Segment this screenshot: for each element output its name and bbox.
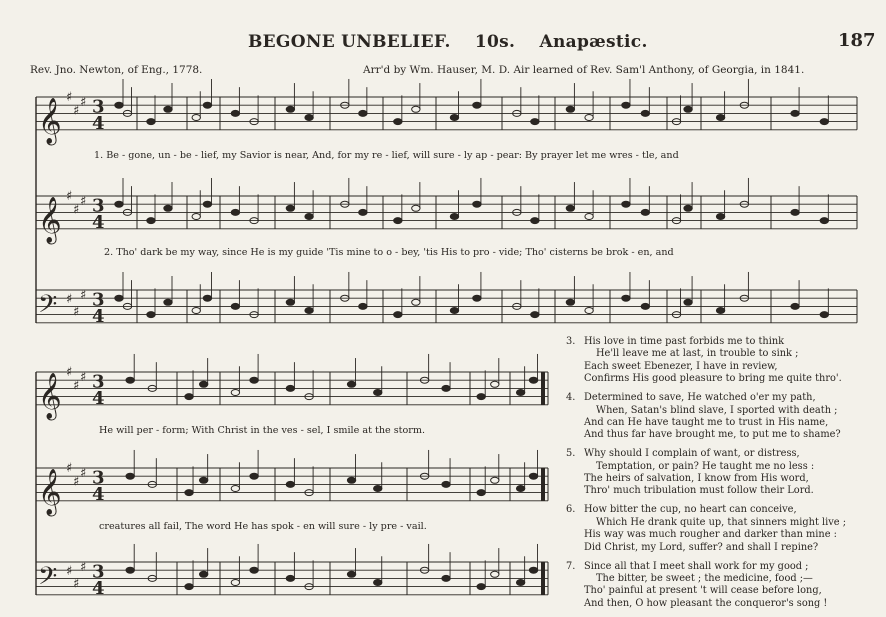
note-head [374,390,382,396]
sharp-icon: ♯ [66,564,73,580]
note-head [286,106,294,112]
note-head [250,473,258,479]
note-head [820,119,828,125]
note-head [394,218,402,224]
meter: 10s. [474,32,516,52]
note-head [442,575,450,581]
verse-7 [566,561,876,611]
verse-number: 3. [566,336,576,347]
author-credit: Rev. Jno. Newton, of Eng., 1778. [30,64,203,76]
note-head [442,385,450,391]
bass-clef-icon: 𝄢 [38,289,58,325]
note-head [164,106,172,112]
note-head [126,567,134,573]
verse-number: 7. [566,560,576,572]
verse-line: Confirms His good pleasure to bring me quite thro'. [584,373,842,385]
page-number: 187 [838,30,876,51]
note-head [529,473,537,479]
note-head [491,477,499,483]
note-head [115,295,123,301]
sharp-icon: ♯ [80,370,87,386]
note-head [473,201,481,207]
verse-line: Temptation, or pain? He taught me no less : [596,460,815,472]
note-head [374,580,382,586]
note-head [791,110,799,116]
note-head [716,308,724,314]
note-head [192,214,200,220]
note-head [450,115,458,121]
note-head [566,205,574,211]
note-head [394,119,402,125]
note-head [412,299,420,305]
note-head [622,201,630,207]
note-head [473,102,481,108]
note-head [585,115,593,121]
note-head [305,308,313,314]
note-head [359,110,367,116]
note-head [199,381,207,387]
verse-line: Each sweet Ebenezer, I have in review, [584,360,778,372]
note-head [641,110,649,116]
verse-line: How bitter the cup, no heart can conceive, [584,504,797,516]
sharp-icon: ♯ [73,103,80,119]
note-head [286,299,294,305]
note-head [450,214,458,220]
lyric-verse1-system2: He will per - form; With Christ in the ves - sel, I smile at the storm. [99,425,426,436]
note-head [250,377,258,383]
note-head [231,580,239,586]
note-head [791,209,799,215]
note-head [126,377,134,383]
note-head [305,115,313,121]
sharp-icon: ♯ [73,474,80,490]
note-head [442,481,450,487]
treble-clef-icon: 𝄞 [38,196,62,243]
note-head [622,102,630,108]
sharp-icon: ♯ [66,292,73,308]
note-head [684,106,692,112]
style: Anapæstic. [539,32,648,52]
verse-3 [566,336,876,386]
note-head [126,473,134,479]
verse-number: 4. [566,392,576,404]
sharp-icon: ♯ [66,189,73,204]
verse-line: Tho' painful at present 't will cease before long, [584,585,822,597]
note-head [684,205,692,211]
sharp-icon: ♯ [80,194,87,210]
verse-line: Determined to save, He watched o'er my path, [584,392,816,404]
note-head [203,295,211,301]
sharp-icon: ♯ [66,365,73,380]
note-head [286,575,294,581]
verse-line: Why should I complain of want, or distress, [584,448,800,460]
time-signature-top: 3 [92,371,105,393]
note-head [531,218,539,224]
note-head [491,381,499,387]
note-head [477,394,485,400]
verse-4 [566,392,876,442]
note-head [684,299,692,305]
lyric-verse1-system1: 1. Be - gone, un - be - lief, my Savior is near, And, for my re - lief, will sure - ly ap - pear: By prayer let me wres - tle, and [94,150,679,161]
sharp-icon: ♯ [73,304,80,320]
time-signature-bottom: 4 [92,483,105,505]
note-head [231,110,239,116]
time-signature-top: 3 [92,289,105,311]
note-head [147,119,155,125]
final-barline [541,468,545,501]
note-head [477,584,485,590]
sharp-icon: ♯ [80,560,87,576]
title-main: BEGONE UNBELIEF. [248,32,451,52]
additional-verses [566,336,876,617]
verse-line: The bitter, be sweet ; the medicine, food ;— [596,572,813,584]
note-head [516,486,524,492]
note-head [716,214,724,220]
sharp-icon: ♯ [73,202,80,218]
verse-line: His way was much rougher and darker than mine : [584,529,837,541]
note-head [192,115,200,121]
note-head [531,312,539,318]
note-head [231,390,239,396]
note-head [566,106,574,112]
verse-6 [566,504,876,554]
verse-line: His love in time past forbids me to think [584,336,785,347]
verse-line: And then, O how pleasant the conqueror's song ! [584,597,828,609]
verse-line: Did Christ, my Lord, suffer? and shall I repine? [584,541,819,553]
note-head [192,308,200,314]
note-head [622,295,630,301]
note-head [164,205,172,211]
note-head [820,218,828,224]
bass-clef-icon: 𝄢 [38,561,58,597]
note-head [491,571,499,577]
final-barline [541,562,545,595]
sharp-icon: ♯ [73,576,80,592]
note-head [585,214,593,220]
time-signature-top: 3 [92,195,105,217]
time-signature-top: 3 [92,467,105,489]
final-barline [541,372,545,405]
time-signature-bottom: 4 [92,112,105,134]
sharp-icon: ♯ [66,90,73,105]
time-signature-bottom: 4 [92,211,105,233]
verse-line: Since all that I meet shall work for my good ; [584,560,809,572]
sharp-icon: ♯ [80,466,87,482]
note-head [250,567,258,573]
verse-line: When, Satan's blind slave, I sported with death ; [596,404,838,416]
note-head [516,580,524,586]
note-head [115,102,123,108]
note-head [185,490,193,496]
verse-line: And thus far have brought me, to put me to shame? [584,429,841,441]
note-head [791,303,799,309]
note-head [199,477,207,483]
note-head [585,308,593,314]
note-head [529,567,537,573]
note-head [641,209,649,215]
verse-number: 5. [566,448,576,460]
note-head [412,106,420,112]
sharp-icon: ♯ [80,288,87,304]
verse-line: The heirs of salvation, I know from His word, [584,473,809,485]
note-head [473,295,481,301]
note-head [347,571,355,577]
note-head [185,394,193,400]
note-head [374,486,382,492]
note-head [286,205,294,211]
note-head [347,381,355,387]
note-head [641,303,649,309]
lyric-verse2-system1: 2. Tho' dark be my way, since He is my guide 'Tis mine to o - bey, 'tis His to pro - vide; Tho' cisterns be brok - en, and [104,247,674,258]
note-head [203,201,211,207]
note-head [450,308,458,314]
note-head [147,312,155,318]
treble-clef-icon: 𝄞 [38,97,62,144]
treble-clef-icon: 𝄞 [38,372,62,419]
sharp-icon: ♯ [80,95,87,111]
note-head [147,218,155,224]
note-head [164,299,172,305]
verse-line: He'll leave me at last, in trouble to sink ; [596,348,799,360]
note-head [529,377,537,383]
time-signature-bottom: 4 [92,387,105,409]
sharp-icon: ♯ [66,461,73,476]
note-head [516,390,524,396]
arranger-credit: Arr'd by Wm. Hauser, M. D. Air learned of Rev. Sam'l Anthony, of Georgia, in 1841. [363,64,805,76]
note-head [820,312,828,318]
note-head [185,584,193,590]
verse-line: And can He have taught me to trust in His name, [584,416,829,428]
note-head [199,571,207,577]
treble-clef-icon: 𝄞 [38,468,62,515]
note-head [716,115,724,121]
note-head [286,481,294,487]
time-signature-bottom: 4 [92,577,105,599]
time-signature-top: 3 [92,96,105,118]
note-head [477,490,485,496]
note-head [231,303,239,309]
time-signature-top: 3 [92,561,105,583]
verse-line: Which He drank quite up, that sinners might live ; [596,516,847,528]
verse-number: 6. [566,504,576,516]
time-signature-bottom: 4 [92,305,105,327]
verse-5 [566,448,876,498]
sharp-icon: ♯ [73,378,80,394]
note-head [359,209,367,215]
lyric-verse2-system2: creatures all fail, The word He has spok - en will sure - ly pre - vail. [99,521,427,532]
note-head [115,201,123,207]
note-head [566,299,574,305]
note-head [305,214,313,220]
note-head [531,119,539,125]
note-head [347,477,355,483]
note-head [203,102,211,108]
note-head [286,385,294,391]
verse-line: Thro' much tribulation must follow their Lord. [584,485,814,497]
note-head [231,209,239,215]
note-head [412,205,420,211]
note-head [231,486,239,492]
note-head [394,312,402,318]
note-head [359,303,367,309]
